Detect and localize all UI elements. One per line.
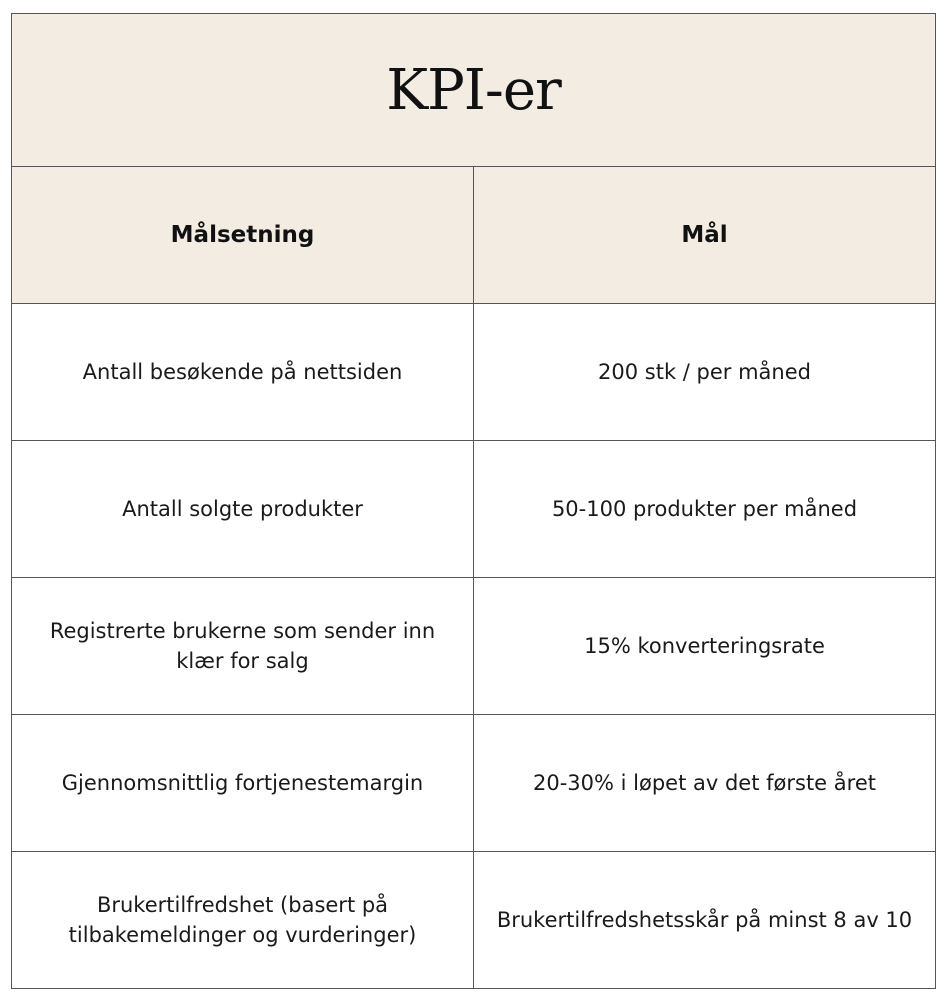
title-cell [12,14,936,167]
table-row [12,304,936,441]
table-row [12,715,936,852]
objective-cell: Brukertilfredshet (basert på tilbakemeldinger og vurderinger) [12,852,474,989]
objective-cell: Antall solgte produkter [12,441,474,578]
header-row [12,167,936,304]
target-cell: 20-30% i løpet av det første året [474,715,936,852]
target-cell: Brukertilfredshetsskår på minst 8 av 10 [474,852,936,989]
objective-cell: Gjennomsnittlig fortjenestemargin [12,715,474,852]
kpi-table [11,13,936,989]
objective-cell: Registrerte brukerne som sender inn klær for salg [12,578,474,715]
table-row [12,441,936,578]
target-cell: 200 stk / per måned [474,304,936,441]
column-header-objective: Målsetning [12,167,474,304]
table-row [12,578,936,715]
target-cell: 50-100 produkter per måned [474,441,936,578]
column-header-target: Mål [474,167,936,304]
table-row [12,852,936,989]
objective-cell: Antall besøkende på nettsiden [12,304,474,441]
title-row [12,14,936,167]
target-cell: 15% konverteringsrate [474,578,936,715]
page-title: KPI-er [386,57,561,123]
